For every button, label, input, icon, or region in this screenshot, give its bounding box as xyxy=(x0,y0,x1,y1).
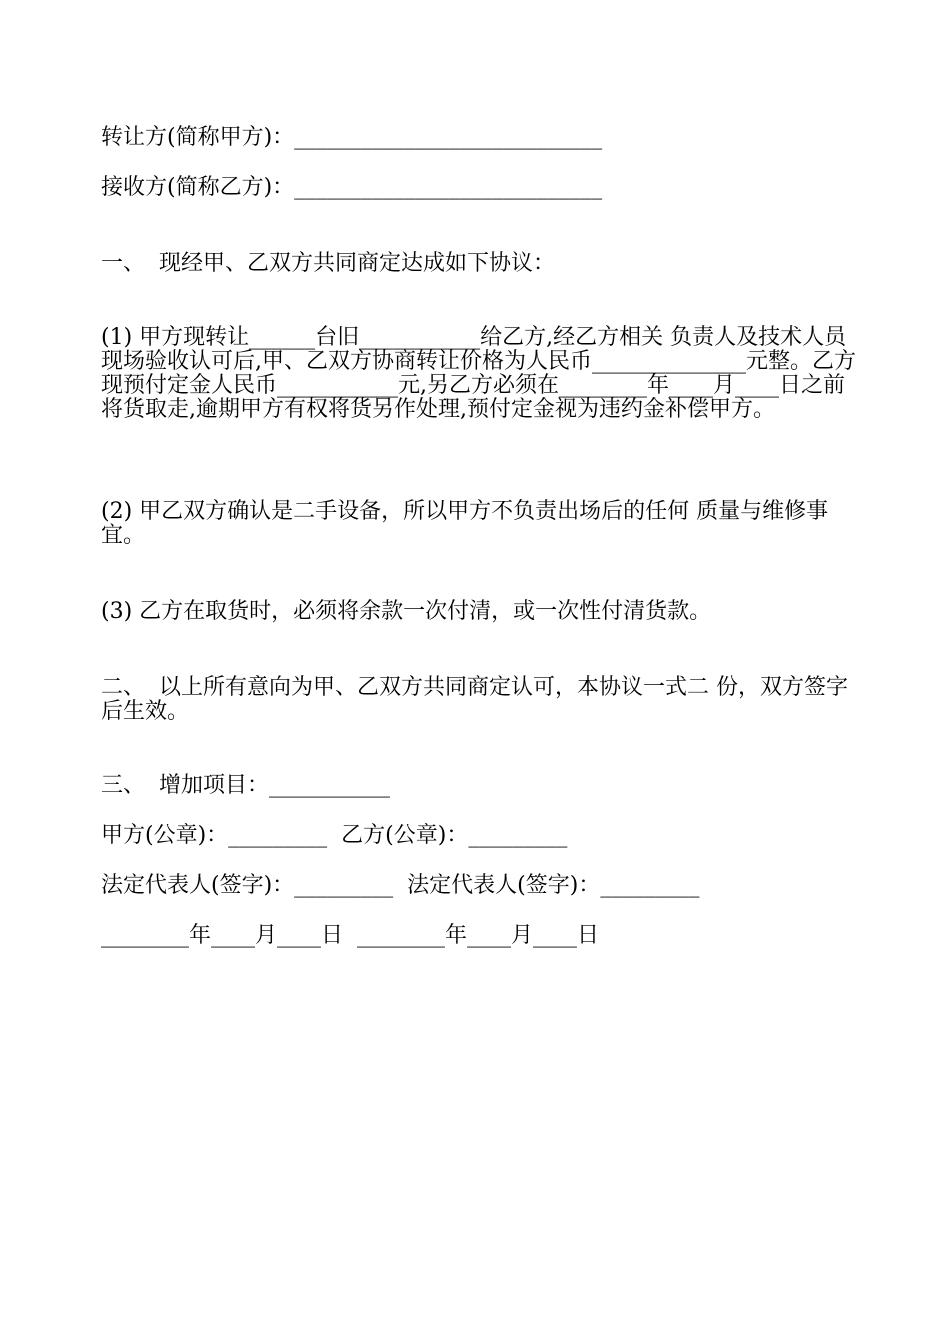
transferor-line: 转让方(简称甲方)：____________________________ xyxy=(101,125,603,150)
section-1-title: 一、 现经甲、乙双方共同商定达成如下协议： xyxy=(101,251,555,276)
section-3-additional-items: 三、 增加项目：___________ xyxy=(101,773,390,798)
seal-line: 甲方(公章)：_________ 乙方(公章)：_________ xyxy=(101,823,568,848)
clause-3: (3) 乙方在取货时，必须将余款一次付清，或一次性付清货款。 xyxy=(101,599,712,624)
section-2: 二、 以上所有意向为甲、乙双方共同商定认可，本协议一式二 份，双方签字后生效。 xyxy=(101,675,848,724)
transferee-line: 接收方(简称乙方)：____________________________ xyxy=(101,175,603,200)
representative-signature-line: 法定代表人(签字)：_________ 法定代表人(签字)：_________ xyxy=(101,873,700,898)
clause-2: (2) 甲乙双方确认是二手设备，所以甲方不负责出场后的任何 质量与维修事宜。 xyxy=(101,499,829,548)
date-line: ________年____月____日 ________年____月____日 xyxy=(101,923,599,948)
clause-1: (1) 甲方现转让______台旧___________给乙方,经乙方相关 负责人及技术人员现场验收认可后,甲、乙双方协商转让价格为人民币______________元整。乙方现预付定金人民币___________元,另乙方必须在________年____月____日之前将货取走,逾期甲方有权将货另作处理,预付定金视为违约金补偿甲方。 xyxy=(101,325,856,422)
